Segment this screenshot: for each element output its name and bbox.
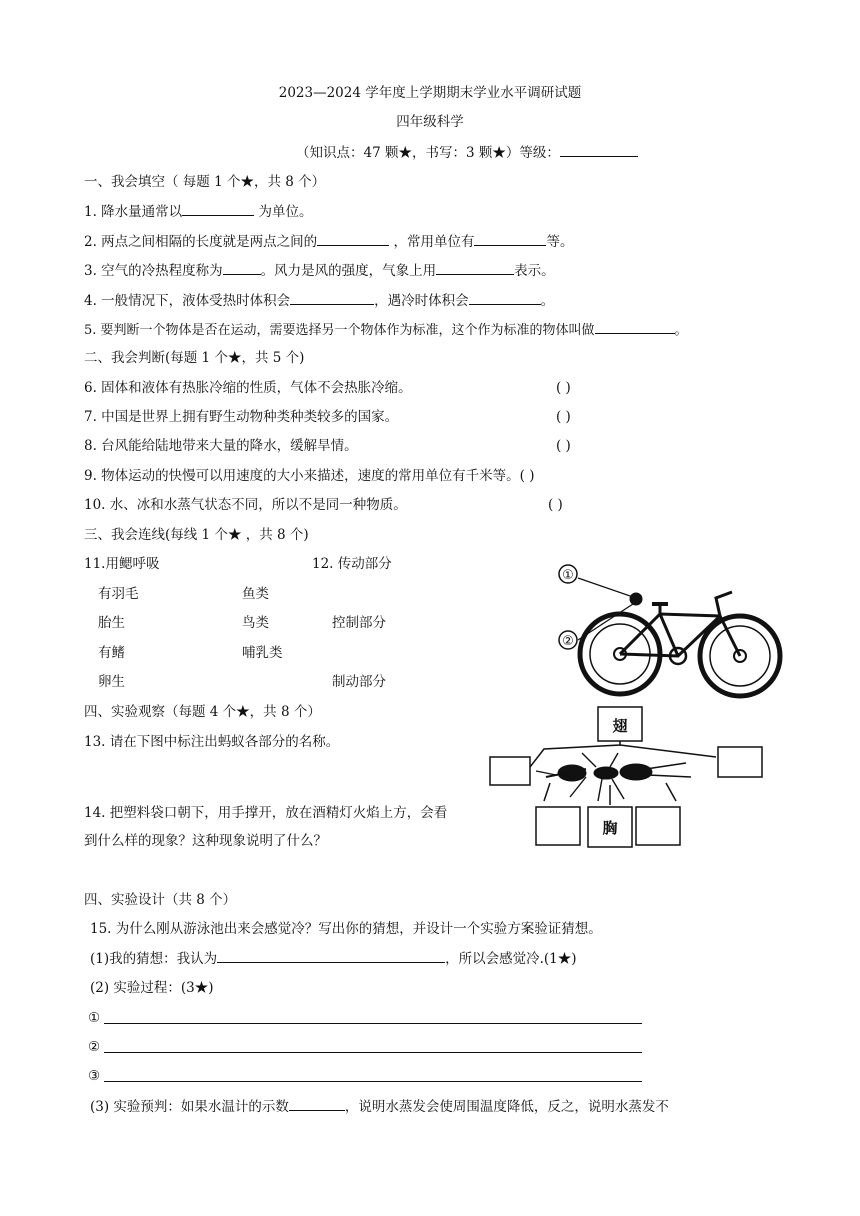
section3-heading: 三、我会连线(每线 1 个★ ，共 8 个) [84,527,309,543]
q9-text: 9. 物体运动的快慢可以用速度的大小来描述，速度的常用单位有千米等。 [84,468,520,484]
q5-text-a: 5. 要判断一个物体是否在运动，需要选择另一个物体作为标准，这个作为标准的物体叫做 [84,323,595,338]
q5-blank[interactable] [595,320,675,334]
match-right-item[interactable]: 控制部分 [332,615,386,631]
step-3-answer-line[interactable] [104,1081,642,1082]
ant-diagram [486,705,766,850]
q9-answer-paren[interactable]: ( ) [519,468,535,484]
step-1-answer-line[interactable] [104,1023,642,1024]
question-14-line2: 到什么样的现象？这种现象说明了什么？ [84,833,327,849]
match-left-item[interactable]: 有鳍 [98,645,125,661]
match-left-item[interactable]: 有羽毛 [98,586,139,602]
question-2 [84,232,573,251]
question-1 [84,202,312,221]
q2-text-a: 2. 两点之间相隔的长度就是两点之间的 [84,234,318,250]
exam-subject: 四年级科学 [396,114,464,130]
q4-blank-1[interactable] [290,291,374,305]
q3-text-a: 3. 空气的冷热程度称为 [84,263,223,279]
match-mid-item[interactable]: 鱼类 [242,586,269,602]
scoring-line [296,143,638,162]
q2-blank-2[interactable] [474,232,546,246]
ant-label-chest: 胸 [602,819,618,837]
label-box-bottom-right [636,807,680,845]
question-3 [84,261,555,280]
question-12: 12. 传动部分 [312,556,392,572]
question-6: 6. 固体和液体有热胀冷缩的性质，气体不会热胀冷缩。 [84,380,412,396]
exam-title: 2023—2024 学年度上学期期末学业水平调研试题 [278,85,582,101]
question-10: 10. 水、冰和水蒸气状态不同，所以不是同一种物质。 [84,497,407,513]
q1-blank[interactable] [182,202,254,216]
q1-text-b: 为单位。 [254,204,313,220]
bicycle-diagram [550,556,790,706]
question-14-line1: 14. 把塑料袋口朝下，用手撑开，放在酒精灯火焰上方，会看 [84,805,448,821]
step-3-label: ③ [88,1068,101,1084]
question-15: 15. 为什么刚从游泳池出来会感觉冷？写出你的猜想，并设计一个实验方案验证猜想。 [90,921,602,937]
ant-label-wing: 翅 [612,717,628,735]
scoring-text: （知识点：47 颗★，书写：3 颗★）等级： [296,145,560,161]
match-left-item[interactable]: 卵生 [98,674,125,690]
step-1-label: ① [88,1010,101,1026]
q3-text-c: 表示。 [514,263,555,279]
question-13: 13. 请在下图中标注出蚂蚁各部分的名称。 [84,734,340,750]
step-2-answer-line[interactable] [104,1052,642,1053]
q6-answer-paren[interactable]: ( ) [556,380,571,396]
match-mid-item[interactable]: 鸟类 [242,615,269,631]
q3-blank-1[interactable] [223,261,261,275]
q5-text-b: 。 [674,323,688,338]
question-4 [84,291,554,310]
q7-answer-paren[interactable]: ( ) [556,409,571,425]
predict-text-b: ，说明水蒸发会使周围温度降低，反之，说明水蒸发不 [344,1099,669,1115]
match-left-item[interactable]: 胎生 [98,615,125,631]
q8-answer-paren[interactable]: ( ) [556,438,571,454]
prediction-line [90,1097,669,1116]
q4-blank-2[interactable] [469,291,541,305]
question-11: 11.用鳃呼吸 [84,556,160,572]
q2-text-c: 等。 [546,234,574,250]
section4-heading: 四、实验观察（每题 4 个★，共 8 个） [84,704,321,720]
section5-heading: 四、实验设计（共 8 个） [84,892,237,908]
q1-text-a: 1. 降水量通常以 [84,204,183,220]
q10-answer-paren[interactable]: ( ) [548,497,563,513]
guess-line [90,949,577,968]
process-heading: (2) 实验过程：(3★) [90,980,214,996]
predict-text-a: (3) 实验预判：如果水温计的示数 [90,1099,289,1115]
question-9 [84,467,535,485]
q2-blank-1[interactable] [317,232,389,246]
question-7: 7. 中国是世界上拥有野生动物种类种类较多的国家。 [84,409,399,425]
section2-heading: 二、我会判断(每题 1 个★，共 5 个) [84,350,305,366]
guess-text-a: (1)我的猜想：我认为 [90,951,218,967]
question-8: 8. 台风能给陆地带来大量的降水，缓解旱情。 [84,438,358,454]
q4-text-a: 4. 一般情况下，液体受热时体积会 [84,293,291,309]
grade-blank[interactable] [560,143,638,157]
label-box-left [490,757,530,785]
q3-text-b: 。风力是风的强度，气象上用 [260,263,437,279]
q4-text-c: 。 [540,293,555,309]
q2-text-b: ，常用单位有 [389,234,475,250]
section1-heading: 一、我会填空（ 每题 1 个★，共 8 个） [84,174,326,190]
predict-blank[interactable] [289,1097,345,1111]
bike-label-2: ② [562,634,574,649]
step-2-label: ② [88,1039,101,1055]
guess-text-b: ，所以会感觉冷.(1★) [445,951,577,967]
label-box-right [718,747,762,777]
question-5 [84,320,688,340]
match-mid-item[interactable]: 哺乳类 [242,645,283,661]
bike-label-1: ① [562,568,574,583]
guess-blank[interactable] [217,949,445,963]
q3-blank-2[interactable] [436,261,514,275]
q4-text-b: ，遇冷时体积会 [374,293,469,309]
label-box-bottom-left [536,807,580,845]
match-right-item[interactable]: 制动部分 [332,674,386,690]
